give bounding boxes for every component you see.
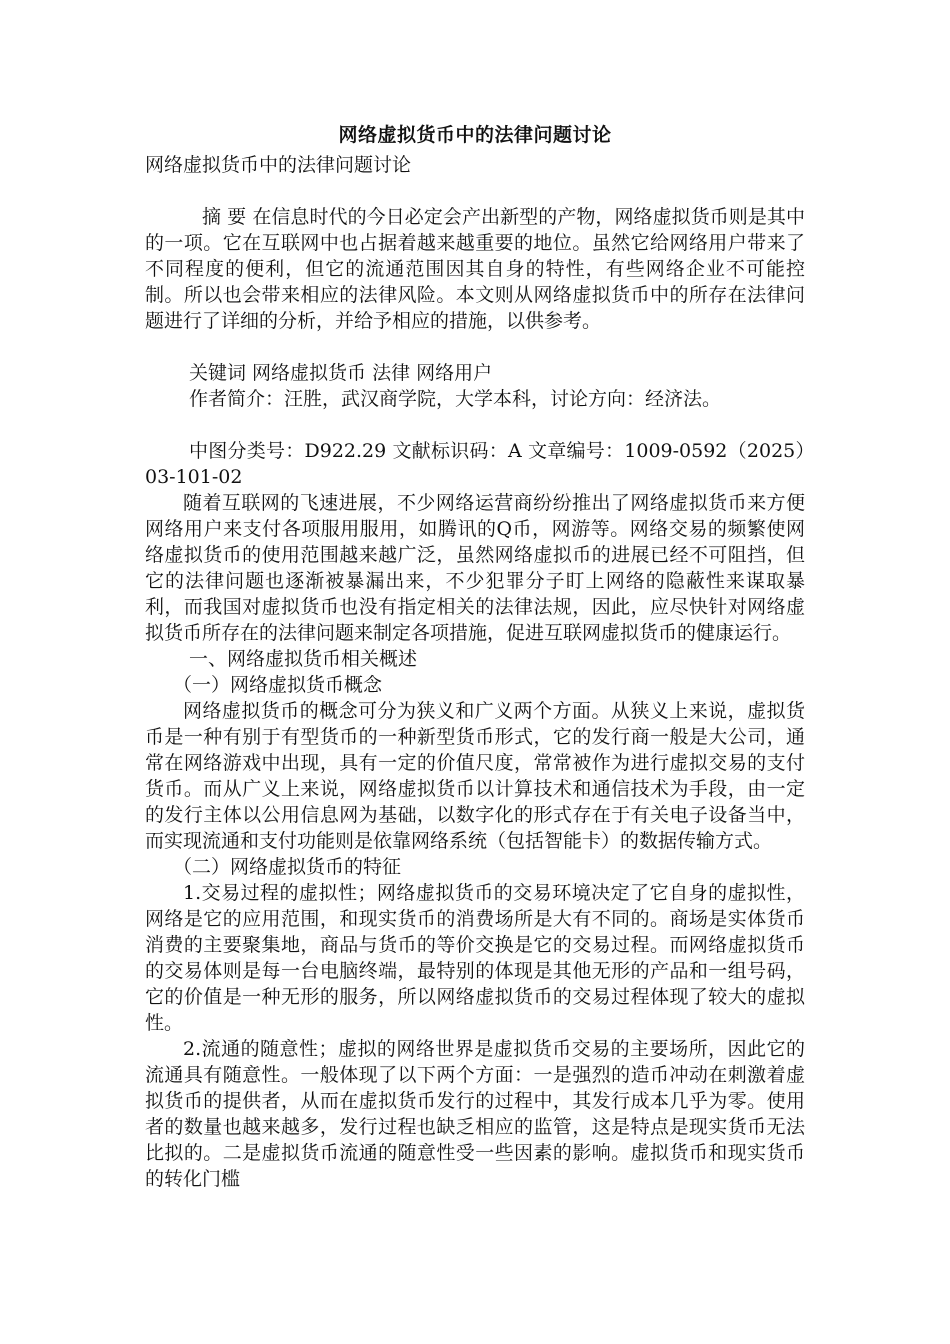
author-line: 作者简介：汪胜，武汉商学院，大学本科，讨论方向：经济法。 <box>189 388 722 410</box>
document-subtitle: 网络虚拟货币中的法律问题讨论 <box>145 154 412 176</box>
abstract-paragraph: 摘 要 在信息时代的今日必定会产出新型的产物，网络虚拟货币则是其中的一项。它在互联网中也占据着越来越重要的地位。虽然它给网络用户带来了不同程度的便利，但它的流通范围因其自身的特性，有些网络企业不可能控制。所以也会带来相应的法律风险。本文则从网络虚拟货币中的所存在法律问题进行了详细的分析，并给予相应的措施，以供参考。 <box>145 206 805 332</box>
classification-line: 中图分类号：D922.29 文献标识码：A 文章编号：1009-0592（2025）03-101-02 <box>145 440 805 488</box>
section-heading-1: 一、网络虚拟货币相关概述 <box>189 648 418 670</box>
section-heading-1-1: （一）网络虚拟货币概念 <box>173 674 383 696</box>
section-heading-1-2: （二）网络虚拟货币的特征 <box>173 856 402 878</box>
feature-1-paragraph: 1.交易过程的虚拟性；网络虚拟货币的交易环境决定了它自身的虚拟性，网络是它的应用范围，和现实货币的消费场所是大有不同的。商场是实体货币消费的主要聚集地，商品与货币的等价交换是它的交易过程。而网络虚拟货币的交易体则是每一台电脑终端，最特别的体现是其他无形的产品和一组号码，它的价值是一种无形的服务，所以网络虚拟货币的交易过程体现了较大的虚拟性。 <box>145 882 805 1034</box>
document-page <box>145 118 805 1192</box>
keywords-line: 关键词 网络虚拟货币 法律 网络用户 <box>189 362 493 384</box>
document-title: 网络虚拟货币中的法律问题讨论 <box>338 124 612 146</box>
feature-2-paragraph: 2.流通的随意性；虚拟的网络世界是虚拟货币交易的主要场所，因此它的流通具有随意性。一般体现了以下两个方面：一是强烈的造币冲动在刺激着虚拟货币的提供者，从而在虚拟货币发行的过程中，其发行成本几乎为零。使用者的数量也越来越多，发行过程也缺乏相应的监管，这是特点是现实货币无法比拟的。二是虚拟货币流通的随意性受一些因素的影响。虚拟货币和现实货币的转化门槛 <box>145 1038 805 1190</box>
intro-paragraph: 随着互联网的飞速进展，不少网络运营商纷纷推出了网络虚拟货币来方便网络用户来支付各项服用服用，如腾讯的Q币，网游等。网络交易的频繁使网络虚拟货币的使用范围越来越广泛，虽然网络虚拟币的进展已经不可阻挡，但它的法律问题也逐渐被暴漏出来，不少犯罪分子盯上网络的隐蔽性来谋取暴利，而我国对虚拟货币也没有指定相关的法律法规，因此，应尽快针对网络虚拟货币所存在的法律问题来制定各项措施，促进互联网虚拟货币的健康运行。 <box>145 492 805 644</box>
concept-paragraph: 网络虚拟货币的概念可分为狭义和广义两个方面。从狭义上来说，虚拟货币是一种有别于有型货币的一种新型货币形式，它的发行商一般是大公司，通常在网络游戏中出现，具有一定的价值尺度，常常被作为进行虚拟交易的支付货币。而从广义上来说，网络虚拟货币以计算技术和通信技术为手段，由一定的发行主体以公用信息网为基础，以数字化的形式存在于有关电子设备当中，而实现流通和支付功能则是依靠网络系统（包括智能卡）的数据传输方式。 <box>145 700 805 852</box>
meta-block <box>145 360 805 412</box>
